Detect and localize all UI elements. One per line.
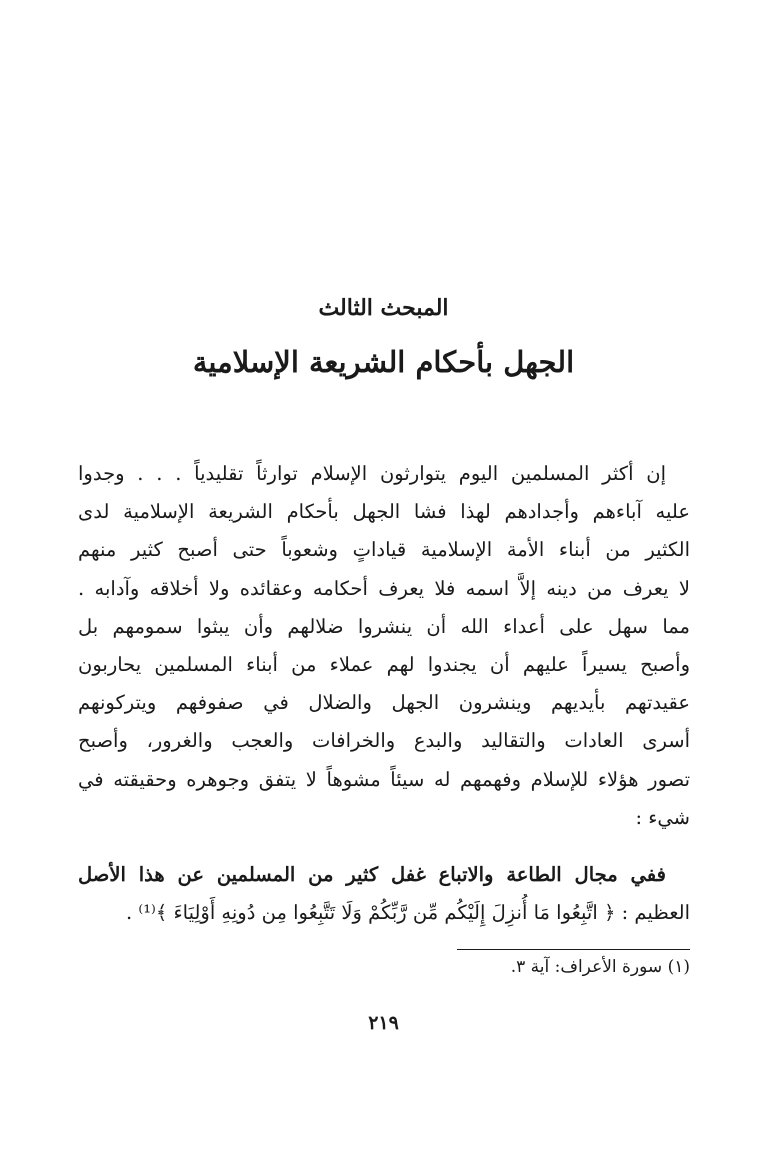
text-line: إن أكثر المسلمين اليوم يتوارثون الإسلام توارثاً تقليدياً . . . وجدوا	[78, 462, 666, 485]
paragraph-1	[78, 455, 690, 837]
text-line: وأصبح يسيراً عليهم أن يجندوا لهم عملاء من أبناء المسلمين يحاربون	[78, 652, 690, 676]
text-line: شيء :	[635, 805, 690, 829]
text-line: عليه آباءهم وأجدادهم لهذا فشا الجهل بأحكام الشريعة الإسلامية لدى	[78, 500, 690, 524]
section-label: المبحث الثالث	[318, 295, 449, 321]
text-line: تصور هؤلاء للإسلام وفهمهم له سيئاً مشوهاً لا يتفق وجوهره وحقيقته في	[78, 767, 690, 791]
chapter-title: الجهل بأحكام الشريعة الإسلامية	[192, 345, 575, 379]
footnote-divider	[457, 949, 690, 950]
text-line: مما سهل على أعداء الله أن ينشروا ضلالهم وأن يبثوا سمومهم بل	[78, 614, 690, 638]
text-line: ففي مجال الطاعة والاتباع غفل كثير من المسلمين عن هذا الأصل	[78, 863, 666, 886]
page-number: ٢١٩	[368, 1012, 399, 1034]
text-line: الكثير من أبناء الأمة الإسلامية قياداتٍ وشعوباً حتى أصبح كثير منهم	[78, 538, 690, 562]
text-line: لا يعرف من دينه إلاَّ اسمه فلا يعرف أحكامه وعقائده ولا أخلاقه وآدابه .	[78, 576, 690, 600]
quran-verse-line: العظيم : ﴿ اتَّبِعُوا مَا أُنزِلَ إِلَيْكُم مِّن رَّبِّكُمْ وَلَا تَتَّبِعُوا مِن دُونِهِ أَوْلِيَاءَ ﴾⁽¹⁾ .	[126, 901, 690, 925]
text-line: أسرى العادات والتقاليد والبدع والخرافات والعجب والغرور، وأصبح	[78, 729, 690, 753]
text-line: عقيدتهم بأيديهم وينشرون الجهل والضلال في صفوفهم ويتركونهم	[78, 691, 690, 715]
footnote: (١) سورة الأعراف: آية ٣.	[510, 957, 690, 977]
paragraph-2	[78, 856, 690, 932]
